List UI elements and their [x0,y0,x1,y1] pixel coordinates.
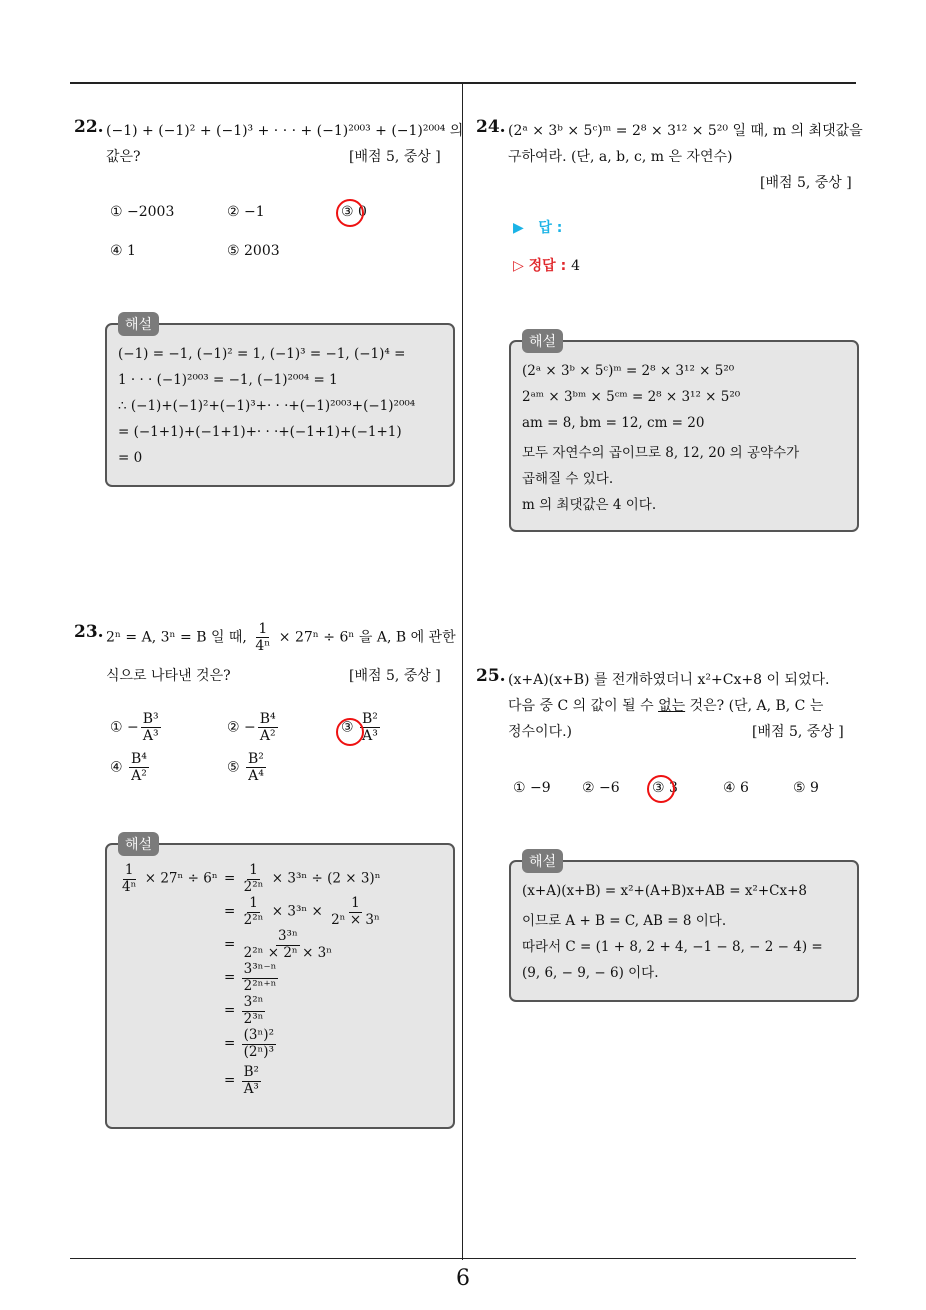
fraction-denominator: (2ⁿ)³ [243,1043,274,1060]
choice-1[interactable]: ① −2003 [110,204,175,220]
choice-4[interactable] [110,752,151,783]
solution-line: = 0 [118,450,143,466]
score-label: [배점 5, 중상 ] [760,175,852,191]
play-arrow-icon: ▶ [513,220,524,236]
choice-mark: ① [110,719,123,736]
fraction-denominator: 4ⁿ [122,878,137,895]
fraction-denominator: 2²ⁿ⁺ⁿ [243,977,277,994]
question-text: 값은? [106,149,141,165]
fraction-numerator: 3²ⁿ [243,994,264,1010]
solution-line: 곱해질 수 있다. [522,471,614,487]
choice-sign: − [244,719,256,736]
solution-line: 이므로 A + B = C, AB = 8 이다. [522,913,727,929]
fraction-numerator: 3³ⁿ⁻ⁿ [243,961,277,977]
top-rule [70,82,856,84]
column-divider [462,84,463,1260]
solution-step: = $\frac{\text{3³ⁿ}}{\text{2²ⁿ × 2ⁿ × 3ⁿ}}$ [224,928,333,961]
solution-step: = $\frac{\text{3²ⁿ}}{\text{2³ⁿ}}$ [224,994,264,1027]
solution-line: 따라서 C = (1 + 8, 2 + 4, −1 − 8, − 2 − 4) = [522,939,823,955]
page-number: 6 [456,1266,470,1291]
choice-1[interactable]: ① −9 [513,780,551,796]
solution-line [118,864,218,894]
fraction [129,752,149,783]
question-text: (2ᵃ × 3ᵇ × 5ᶜ)ᵐ = 2⁸ × 3¹² × 5²⁰ 일 때, m 의 최댓값을 [508,123,863,139]
question-text [508,695,823,715]
solution-line: 2ᵃᵐ × 3ᵇᵐ × 5ᶜᵐ = 2⁸ × 3¹² × 5²⁰ [522,389,741,405]
choice-4[interactable]: ④ 1 [110,243,136,259]
question-text-part: 다음 중 C 의 값이 될 수 [508,698,654,714]
solution-step: = $\frac{\text{B²}}{\text{A³}}$ [224,1064,259,1097]
fraction-denominator: 2²ⁿ [243,878,264,895]
fraction [242,963,279,993]
solution-line: (9, 6, − 9, − 6) 이다. [522,965,659,981]
choice-1[interactable] [110,712,163,743]
solution-line: = (−1+1)+(−1+1)+· · ·+(−1+1)+(−1+1) [118,424,402,440]
solution-text: × 3³ⁿ × [271,903,323,920]
choice-mark: ⑤ [227,759,240,776]
fraction-denominator: A³ [243,1080,259,1097]
correct-value: 4 [571,258,580,274]
question-text-part: 2ⁿ = A, 3ⁿ = B 일 때, [106,629,247,646]
solution-line: 모두 자연수의 곱이므로 8, 12, 20 의 공약수가 [522,445,800,461]
question-number: 23. [74,622,104,642]
fraction-denominator: 2²ⁿ [243,911,264,928]
fraction [242,1066,261,1096]
correct-answer-circle [336,199,364,227]
fraction [258,712,278,743]
underlined-word: 없는 [658,698,686,714]
bottom-rule [70,1258,856,1259]
fraction-denominator: A³ [362,728,378,744]
fraction [242,897,266,927]
correct-answer-circle [336,718,364,746]
solution-step: = $\frac{1}{\text{2²ⁿ}}$ × 3³ⁿ ÷ (2 × 3)ⁿ [224,862,381,895]
fraction [242,930,335,960]
question-text: 식으로 나타낸 것은? [106,668,231,684]
choice-2[interactable]: ② −6 [582,780,620,796]
correct-label: 정답 : [528,258,567,274]
fraction-numerator: B⁴ [131,751,147,767]
fraction-denominator: A³ [142,728,159,744]
question-number: 25. [476,666,506,686]
fraction-numerator: B² [243,1064,259,1080]
fraction-numerator: 3³ⁿ [277,928,298,944]
solution-text: × 27ⁿ ÷ 6ⁿ [144,870,218,887]
fraction-denominator: A² [131,768,147,784]
fraction-denominator: 2³ⁿ [243,1010,264,1027]
solution-line: am = 8, bm = 12, cm = 20 [522,415,705,431]
correct-answer-circle [647,775,675,803]
solution-text: × 3³ⁿ ÷ (2 × 3)ⁿ [271,870,381,887]
solution-line: m 의 최댓값은 4 이다. [522,497,657,513]
choice-5[interactable]: ⑤ 2003 [227,243,280,259]
fraction [242,1029,276,1059]
fraction-denominator: A² [259,728,276,744]
choice-mark: ② [227,719,240,736]
question-number: 24. [476,117,506,137]
fraction [246,752,266,783]
choice-sign: − [127,719,139,736]
question-text: 정수이다.) [508,724,573,740]
fraction-denominator: A⁴ [248,768,264,784]
solution-line: 1 · · · (−1)²⁰⁰³ = −1, (−1)²⁰⁰⁴ = 1 [118,372,338,388]
solution-tag: 해설 [118,832,159,856]
fraction [120,864,138,894]
fraction-denominator: 4ⁿ [255,638,271,654]
fraction-numerator: B⁴ [259,711,276,727]
choice-4[interactable]: ④ 6 [723,780,749,796]
choice-3[interactable]: ③ 0 [341,204,367,220]
fraction-numerator: 1 [249,862,258,878]
solution-line: (x+A)(x+B) = x²+(A+B)x+AB = x²+Cx+8 [522,883,808,899]
solution-line: (2ᵃ × 3ᵇ × 5ᶜ)ᵐ = 2⁸ × 3¹² × 5²⁰ [522,363,735,379]
fraction [329,897,382,927]
score-label: [배점 5, 중상 ] [349,149,441,165]
fraction-numerator: 1 [249,895,258,911]
fraction [242,996,266,1026]
correct-answer-row [513,255,580,275]
choice-3[interactable]: ③ 3 [652,780,678,796]
fraction-numerator: (3ⁿ)² [243,1027,274,1043]
fraction-numerator: 1 [124,862,134,878]
question-text: (−1) + (−1)² + (−1)³ + · · · + (−1)²⁰⁰³ + (−1)²⁰⁰⁴ 의 [106,123,464,139]
solution-line: ∴ (−1)+(−1)²+(−1)³+· · ·+(−1)²⁰⁰³+(−1)²⁰⁰⁴ [118,398,416,414]
solution-step: = $\frac{\text{3³ⁿ⁻ⁿ}}{\text{2²ⁿ⁺ⁿ}}$ [224,961,277,994]
choice-5[interactable] [227,752,268,783]
fraction-numerator: B² [362,711,378,727]
fraction [242,864,266,894]
solution-line: (−1) = −1, (−1)² = 1, (−1)³ = −1, (−1)⁴ = [118,346,406,362]
answer-label: 답 : [538,220,563,236]
question-text: (x+A)(x+B) 를 전개하였더니 x²+Cx+8 이 되었다. [508,672,830,688]
outline-arrow-icon: ▷ [513,258,524,274]
fraction-numerator: 1 [351,895,360,911]
question-text: 구하여라. (단, a, b, c, m 은 자연수) [508,149,733,165]
solution-step: = $\frac{\text{(3ⁿ)²}}{\text{(2ⁿ)³}}$ [224,1027,274,1060]
solution-tag: 해설 [522,329,563,353]
solution-tag: 해설 [118,312,159,336]
answer-row[interactable] [513,217,562,237]
question-text-part: × 27ⁿ ÷ 6ⁿ 을 A, B 에 관한 [278,629,456,646]
solution-step: = $\frac{1}{\text{2²ⁿ}}$ × 3³ⁿ × $\frac{1}{\text{2ⁿ × 3ⁿ}}$ [224,895,380,928]
fraction-numerator: B³ [142,711,159,727]
choice-mark: ④ [110,759,123,776]
question-number: 22. [74,117,104,137]
fraction-denominator: 2ⁿ × 3ⁿ [331,911,380,928]
solution-tag: 해설 [522,849,563,873]
choice-2[interactable]: ② −1 [227,204,265,220]
fraction-numerator: B² [248,751,264,767]
choice-5[interactable]: ⑤ 9 [793,780,819,796]
fraction [141,712,161,743]
question-text-part: 것은? (단, A, B, C 는 [689,698,824,714]
fraction-numerator: 1 [258,621,268,637]
choice-2[interactable] [227,712,280,743]
choice-mark: ③ [341,719,354,736]
question-text [106,622,456,653]
score-label: [배점 5, 중상 ] [349,668,441,684]
fraction [253,622,272,653]
score-label: [배점 5, 중상 ] [752,724,844,740]
fraction-denominator: 2²ⁿ × 2ⁿ × 3ⁿ [243,944,333,961]
